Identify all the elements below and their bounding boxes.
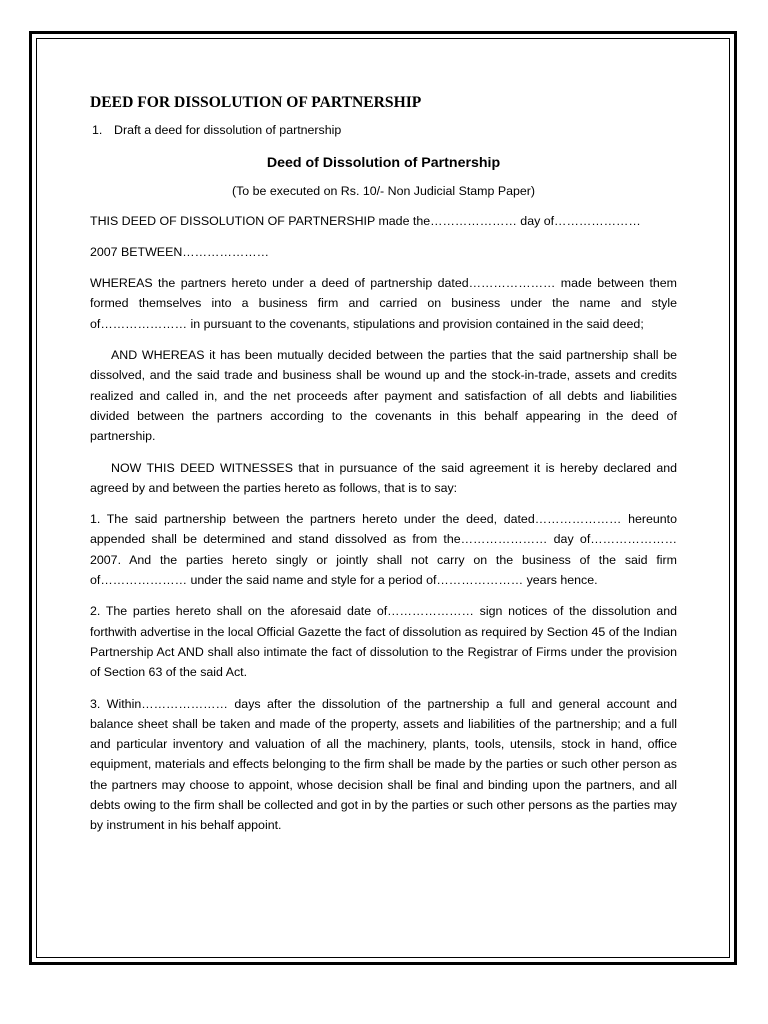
opening-paragraph: THIS DEED OF DISSOLUTION OF PARTNERSHIP made the………………… day of………………… (90, 213, 641, 228)
clause-1: 1. The said partnership between the partners hereto under the deed, dated………………… hereunto appended shall be determined and stand dissolved as from the………………… day of………………… 2007. And the parties hereto singly or jointly shall not carry on the business of the said firm of………………… under the said name and style for a period of………………… years hence. (90, 512, 677, 588)
clause-3: 3. Within………………… days after the dissolution of the partnership a full and general account and balance sheet shall be taken and made of the property, assets and liabilities of the partnership; and a full and particular inventory and valuation of all the machinery, plants, tools, utensils, stock in hand, office equipment, materials and effects belonging to the firm shall be made by the parties or such other person as the partners may choose to appoint, whose decision shall be final and binding upon the partners, and all debts owing to the firm shall be collected and got in by the parties or such other persons as the parties may by instrument in his behalf appoint. (90, 696, 677, 833)
and-whereas-paragraph: AND WHEREAS it has been mutually decided between the parties that the said partnership shall be dissolved, and the said trade and business shall be wound up and the stock-in-trade, assets and credits realized and called in, and the net proceeds after payment and satisfaction of all debts and liabilities divided between the partners according to the covenants in this behalf appearing in the deed of partnership. (90, 348, 677, 444)
list-item-number: 1. (92, 123, 103, 137)
list-item-text: Draft a deed for dissolution of partnership (114, 123, 342, 137)
between-paragraph: 2007 BETWEEN………………… (90, 244, 270, 259)
clause-2: 2. The parties hereto shall on the aforesaid date of………………… sign notices of the dissolution and forthwith advertise in the local Official Gazette the fact of dissolution as required by Section 45 of the Indian Partnership Act AND shall also intimate the fact of dissolution to the Registrar of Firms under the provision of Section 63 of the said Act. (90, 604, 677, 680)
document-heading: DEED FOR DISSOLUTION OF PARTNERSHIP (90, 94, 422, 111)
stamp-paper-note: (To be executed on Rs. 10/- Non Judicial Stamp Paper) (231, 184, 536, 199)
document-body (90, 92, 677, 847)
witnesses-paragraph: NOW THIS DEED WITNESSES that in pursuance of the said agreement it is hereby declared and agreed by and between the parties hereto as follows, that is to say: (90, 460, 677, 495)
deed-title: Deed of Dissolution of Partnership (266, 155, 501, 172)
numbered-list-item (90, 120, 677, 140)
whereas-paragraph: WHEREAS the partners hereto under a deed of partnership dated………………… made between them formed themselves into a business firm and carried on business under the name and style of………………… in pursuant to the covenants, stipulations and provision contained in the said deed; (90, 276, 677, 331)
